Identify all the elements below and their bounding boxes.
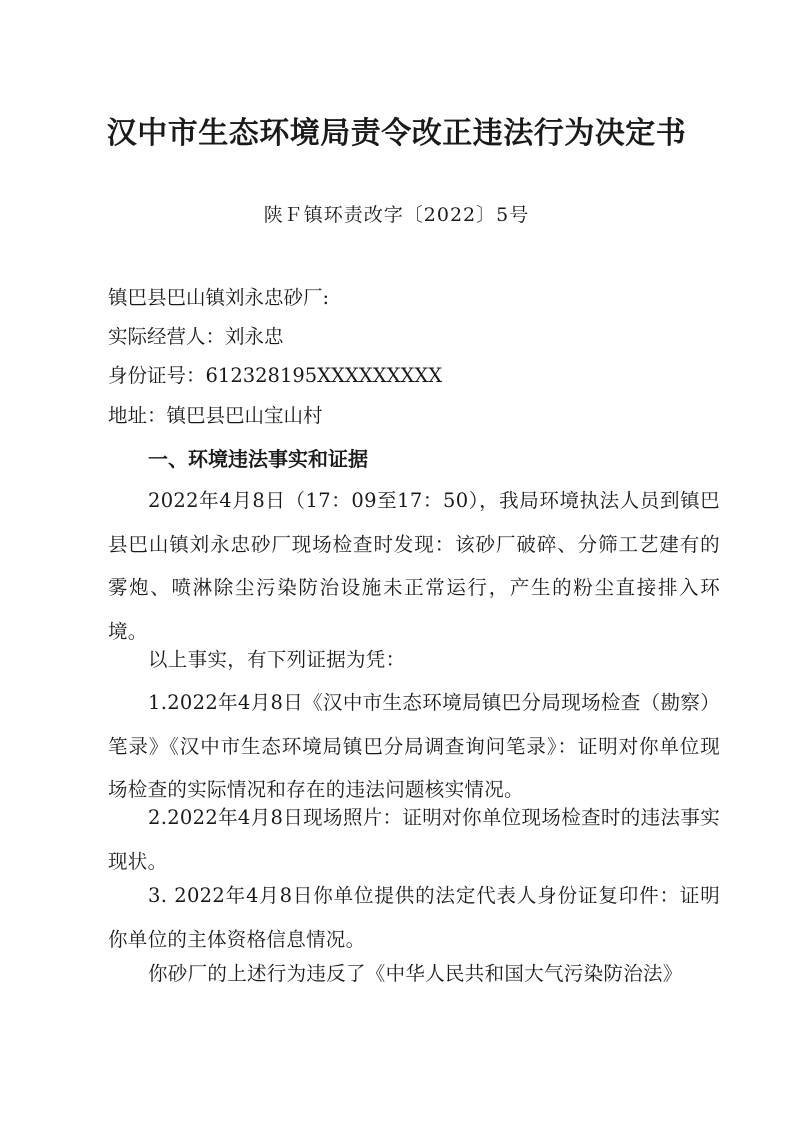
evidence-item-1: 1.2022年4月8日《汉中市生态环境局镇巴分局现场检查（勘察）笔录》《汉中市生态环境局镇巴分局调查询问笔录》：证明对你单位现场检查的实际情况和存在的违法问题核实情况。 [108,691,720,801]
fact-paragraph: 2022年4月8日（17：09至17：50），我局环境执法人员到镇巴县巴山镇刘永忠砂厂现场检查时发现：该砂厂破碎、分筛工艺建有的雾炮、喷淋除尘污染防治设施未正常运行，产生的粉尘直接排入环境。 [108,489,720,643]
document-number: 陕Ｆ镇环责改字〔2022〕5号 [263,204,530,226]
operator-line: 实际经营人：刘永忠 [108,325,284,348]
evidence-item-3: 3. 2022年4月8日你单位提供的法定代表人身份证复印件：证明你单位的主体资格信息情况。 [108,884,720,951]
evidence-intro-paragraph: 以上事实，有下列证据为凭： [148,648,406,671]
section-heading: 一、环境违法事实和证据 [148,447,368,471]
id-number-line: 身份证号：612328195XXXXXXXXX [108,364,443,387]
violation-paragraph: 你砂厂的上述行为违反了《中华人民共和国大气污染防治法》 [148,962,683,985]
recipient-line: 镇巴县巴山镇刘永忠砂厂: [108,286,330,309]
evidence-item-2: 2.2022年4月8日现场照片：证明对你单位现场检查时的违法事实现状。 [108,806,720,873]
address-line: 地址：镇巴县巴山宝山村 [108,404,323,427]
document-title: 汉中市生态环境局责令改正违法行为决定书 [106,116,687,151]
